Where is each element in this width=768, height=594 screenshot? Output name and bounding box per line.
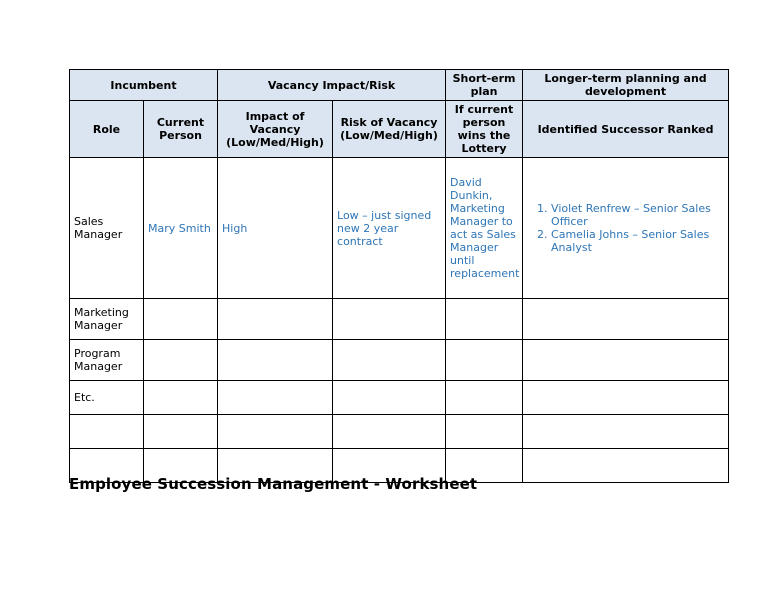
header-risk: Risk of Vacancy (Low/Med/High) — [333, 101, 446, 158]
header-row-columns — [70, 101, 729, 158]
cell-role: Sales Manager — [70, 158, 144, 299]
header-lottery: If current person wins the Lottery — [446, 101, 523, 158]
cell-successors — [523, 415, 729, 449]
cell-successors — [523, 381, 729, 415]
cell-current-person: Mary Smith — [144, 158, 218, 299]
cell-impact — [218, 340, 333, 381]
header-long-term-planning: Longer-term planning and development — [523, 70, 729, 101]
table-row — [70, 299, 729, 340]
table-row — [70, 381, 729, 415]
table-row — [70, 415, 729, 449]
worksheet-caption: Employee Succession Management - Worksheet — [69, 475, 478, 493]
cell-risk — [333, 340, 446, 381]
successor-list — [527, 202, 724, 254]
cell-risk: Low – just signed new 2 year contract — [333, 158, 446, 299]
cell-current-person — [144, 340, 218, 381]
header-row-groups — [70, 70, 729, 101]
cell-impact — [218, 299, 333, 340]
cell-lottery-plan — [446, 381, 523, 415]
cell-current-person — [144, 299, 218, 340]
table-row — [70, 158, 729, 299]
cell-current-person — [144, 381, 218, 415]
cell-risk — [333, 381, 446, 415]
cell-risk — [333, 415, 446, 449]
cell-risk — [333, 299, 446, 340]
succession-table — [69, 69, 729, 483]
header-incumbent: Incumbent — [70, 70, 218, 101]
table-row — [70, 340, 729, 381]
header-impact: Impact of Vacancy (Low/Med/High) — [218, 101, 333, 158]
header-successor: Identified Successor Ranked — [523, 101, 729, 158]
cell-successors — [523, 299, 729, 340]
cell-lottery-plan — [446, 340, 523, 381]
cell-role: Marketing Manager — [70, 299, 144, 340]
cell-successors — [523, 449, 729, 483]
cell-lottery-plan — [446, 299, 523, 340]
cell-lottery-plan — [446, 415, 523, 449]
cell-impact — [218, 381, 333, 415]
header-short-term-plan: Short-erm plan — [446, 70, 523, 101]
cell-lottery-plan: David Dunkin, Marketing Manager to act as Sales Manager until replacement — [446, 158, 523, 299]
header-vacancy-impact-risk: Vacancy Impact/Risk — [218, 70, 446, 101]
cell-successors — [523, 340, 729, 381]
header-current-person: Current Person — [144, 101, 218, 158]
successor-item: 1. Violet Renfrew – Senior Sales Officer — [551, 202, 724, 228]
header-role: Role — [70, 101, 144, 158]
cell-role: Etc. — [70, 381, 144, 415]
cell-successors — [523, 158, 729, 299]
cell-impact — [218, 415, 333, 449]
cell-impact: High — [218, 158, 333, 299]
cell-role — [70, 415, 144, 449]
cell-current-person — [144, 415, 218, 449]
cell-role: Program Manager — [70, 340, 144, 381]
successor-item: 2. Camelia Johns – Senior Sales Analyst — [551, 228, 724, 254]
